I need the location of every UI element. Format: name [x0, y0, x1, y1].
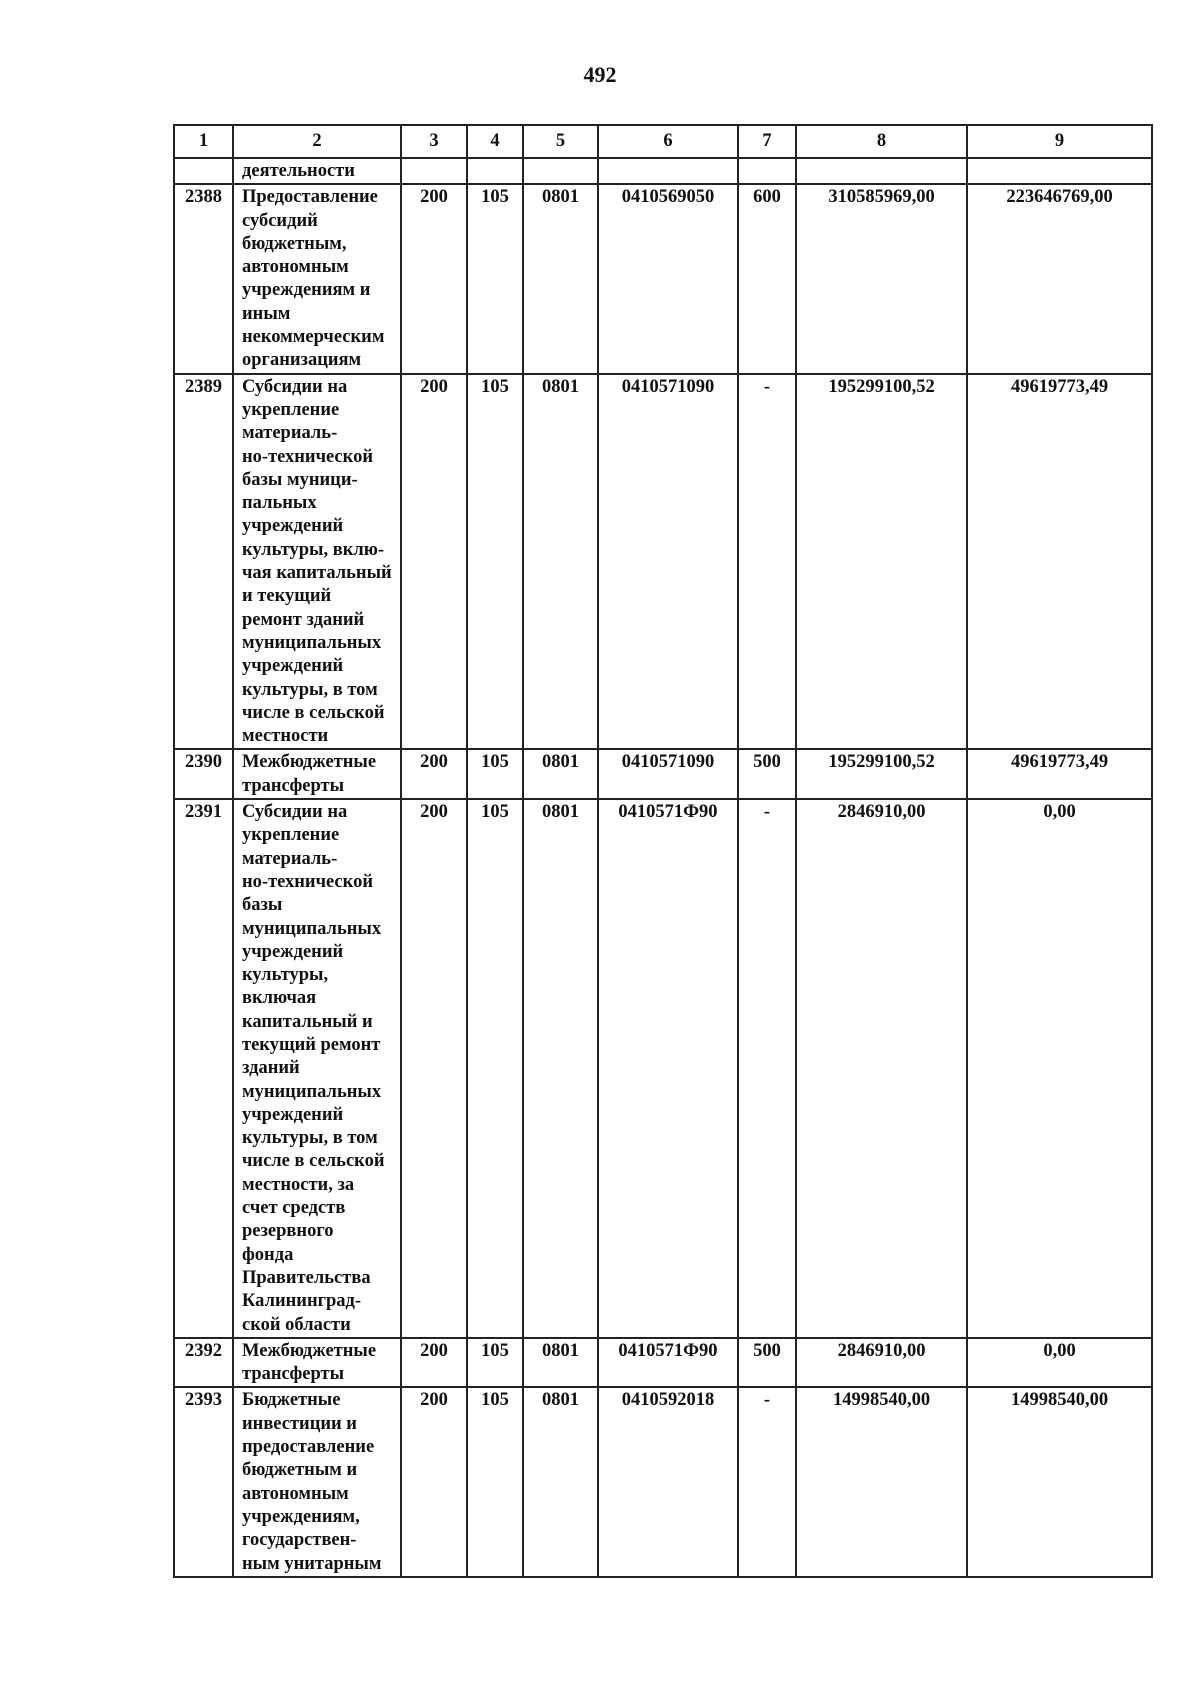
- col7-cell: -: [738, 374, 796, 750]
- row-number-cell: 2392: [174, 1338, 233, 1388]
- name-line: учреждениям и: [242, 280, 371, 301]
- name-line: укрепление: [242, 399, 340, 420]
- name-line: Калининград-: [242, 1291, 362, 1312]
- header-cell-1: 1: [174, 125, 233, 158]
- name-line: бюджетным и: [242, 1460, 358, 1481]
- continuation-cell-1: [174, 158, 233, 184]
- continuation-cell-9: [967, 158, 1152, 184]
- col7-cell: 600: [738, 184, 796, 373]
- header-cell-5: 5: [523, 125, 598, 158]
- name-line: укрепление: [242, 825, 340, 846]
- name-line: Межбюджетные: [242, 752, 377, 773]
- name-line: зданий: [242, 1058, 300, 1079]
- col9-cell: 223646769,00: [967, 184, 1152, 373]
- col4-cell: 105: [467, 1338, 523, 1388]
- name-line: муниципальных: [242, 1081, 382, 1102]
- table-row: [174, 184, 1152, 373]
- col8-cell: 14998540,00: [796, 1387, 967, 1576]
- col6-cell: 0410569050: [598, 184, 738, 373]
- table-row: [174, 1338, 1152, 1388]
- col9-cell: 49619773,49: [967, 374, 1152, 750]
- row-name-cell: [233, 799, 401, 1338]
- header-cell-7: 7: [738, 125, 796, 158]
- name-line: местности: [242, 726, 329, 747]
- name-line: базы муници-: [242, 469, 358, 490]
- name-line: некоммерческим: [242, 327, 385, 348]
- name-line: учреждениям,: [242, 1506, 360, 1527]
- row-name-cell: [233, 1338, 401, 1388]
- row-number-cell: 2391: [174, 799, 233, 1338]
- table-header-row: [174, 125, 1152, 158]
- name-line: культуры,: [242, 965, 329, 986]
- col8-cell: 2846910,00: [796, 799, 967, 1338]
- budget-table: [173, 124, 1153, 1578]
- continuation-cell-4: [467, 158, 523, 184]
- name-line: числе в сельской: [242, 702, 385, 723]
- col9-cell: 14998540,00: [967, 1387, 1152, 1576]
- name-line: учреждений: [242, 941, 344, 962]
- name-line: местности, за: [242, 1174, 355, 1195]
- continuation-cell-8: [796, 158, 967, 184]
- continuation-row: [174, 158, 1152, 184]
- col5-cell: 0801: [523, 749, 598, 799]
- name-line: деятельности: [242, 161, 355, 181]
- name-line: Предоставление: [242, 187, 378, 208]
- name-line: учреждений: [242, 1104, 344, 1125]
- col8-cell: 195299100,52: [796, 749, 967, 799]
- name-line: бюджетным,: [242, 233, 347, 254]
- table-body: [174, 125, 1152, 1577]
- name-line: учреждений: [242, 656, 344, 677]
- col3-cell: 200: [401, 184, 467, 373]
- col9-cell: 0,00: [967, 1338, 1152, 1388]
- col6-cell: 0410571Ф90: [598, 799, 738, 1338]
- row-number-cell: 2393: [174, 1387, 233, 1576]
- name-line: базы: [242, 895, 283, 916]
- col3-cell: 200: [401, 1387, 467, 1576]
- name-line: фонда: [242, 1244, 294, 1265]
- col4-cell: 105: [467, 184, 523, 373]
- name-line: текущий ремонт: [242, 1034, 381, 1055]
- page-number: 492: [583, 62, 617, 87]
- col3-cell: 200: [401, 799, 467, 1338]
- name-line: капитальный и: [242, 1011, 373, 1032]
- name-line: Правительства: [242, 1267, 371, 1288]
- col7-cell: 500: [738, 1338, 796, 1388]
- continuation-cell-5: [523, 158, 598, 184]
- name-line: резервного: [242, 1221, 334, 1242]
- col5-cell: 0801: [523, 1387, 598, 1576]
- name-line: Межбюджетные: [242, 1340, 377, 1361]
- col6-cell: 0410571090: [598, 374, 738, 750]
- row-name-cell: [233, 1387, 401, 1576]
- col7-cell: 500: [738, 749, 796, 799]
- header-cell-8: 8: [796, 125, 967, 158]
- name-line: трансферты: [242, 1364, 345, 1385]
- col3-cell: 200: [401, 749, 467, 799]
- name-line: Субсидии на: [242, 376, 348, 397]
- row-name-cell: [233, 184, 401, 373]
- name-line: культуры, вклю-: [242, 539, 385, 560]
- continuation-cell-7: [738, 158, 796, 184]
- name-line: автономным: [242, 257, 349, 278]
- header-cell-6: 6: [598, 125, 738, 158]
- col8-cell: 195299100,52: [796, 374, 967, 750]
- name-line: предоставление: [242, 1437, 375, 1458]
- header-cell-9: 9: [967, 125, 1152, 158]
- name-line: иным: [242, 303, 291, 324]
- col5-cell: 0801: [523, 799, 598, 1338]
- name-line: муниципальных: [242, 918, 382, 939]
- row-number-cell: 2389: [174, 374, 233, 750]
- name-line: материаль-: [242, 848, 338, 869]
- name-line: организациям: [242, 350, 362, 371]
- col8-cell: 2846910,00: [796, 1338, 967, 1388]
- name-line: чая капитальный: [242, 563, 392, 584]
- col4-cell: 105: [467, 374, 523, 750]
- name-line: автономным: [242, 1483, 349, 1504]
- col8-cell: 310585969,00: [796, 184, 967, 373]
- row-name-cell: [233, 749, 401, 799]
- table-row: [174, 749, 1152, 799]
- name-line: культуры, в том: [242, 1128, 378, 1149]
- name-line: ской области: [242, 1314, 351, 1335]
- name-line: учреждений: [242, 516, 344, 537]
- name-line: инвестиции и: [242, 1413, 357, 1434]
- name-line: муниципальных: [242, 632, 382, 653]
- col5-cell: 0801: [523, 1338, 598, 1388]
- name-line: но-технической: [242, 446, 373, 467]
- col6-cell: 0410592018: [598, 1387, 738, 1576]
- table-row: [174, 1387, 1152, 1576]
- col7-cell: -: [738, 1387, 796, 1576]
- col5-cell: 0801: [523, 374, 598, 750]
- row-number-cell: 2388: [174, 184, 233, 373]
- col5-cell: 0801: [523, 184, 598, 373]
- col3-cell: 200: [401, 374, 467, 750]
- col9-cell: 49619773,49: [967, 749, 1152, 799]
- col9-cell: 0,00: [967, 799, 1152, 1338]
- name-line: Субсидии на: [242, 802, 348, 823]
- header-cell-2: 2: [233, 125, 401, 158]
- header-cell-4: 4: [467, 125, 523, 158]
- table-row: [174, 799, 1152, 1338]
- name-line: но-технической: [242, 871, 373, 892]
- continuation-cell-6: [598, 158, 738, 184]
- continuation-cell-3: [401, 158, 467, 184]
- name-line: Бюджетные: [242, 1390, 341, 1411]
- col4-cell: 105: [467, 1387, 523, 1576]
- row-name-cell: [233, 374, 401, 750]
- name-line: ным унитарным: [242, 1553, 382, 1574]
- name-line: числе в сельской: [242, 1151, 385, 1172]
- col6-cell: 0410571090: [598, 749, 738, 799]
- name-line: субсидий: [242, 210, 318, 231]
- continuation-name: [233, 158, 401, 184]
- name-line: пальных: [242, 493, 317, 514]
- header-cell-3: 3: [401, 125, 467, 158]
- name-line: материаль-: [242, 423, 338, 444]
- name-line: и текущий: [242, 586, 332, 607]
- col4-cell: 105: [467, 749, 523, 799]
- name-line: государствен-: [242, 1530, 357, 1551]
- table-row: [174, 374, 1152, 750]
- col6-cell: 0410571Ф90: [598, 1338, 738, 1388]
- name-line: счет средств: [242, 1198, 346, 1219]
- col3-cell: 200: [401, 1338, 467, 1388]
- col4-cell: 105: [467, 799, 523, 1338]
- col7-cell: -: [738, 799, 796, 1338]
- row-number-cell: 2390: [174, 749, 233, 799]
- name-line: ремонт зданий: [242, 609, 365, 630]
- name-line: культуры, в том: [242, 679, 378, 700]
- name-line: включая: [242, 988, 317, 1009]
- name-line: трансферты: [242, 775, 345, 796]
